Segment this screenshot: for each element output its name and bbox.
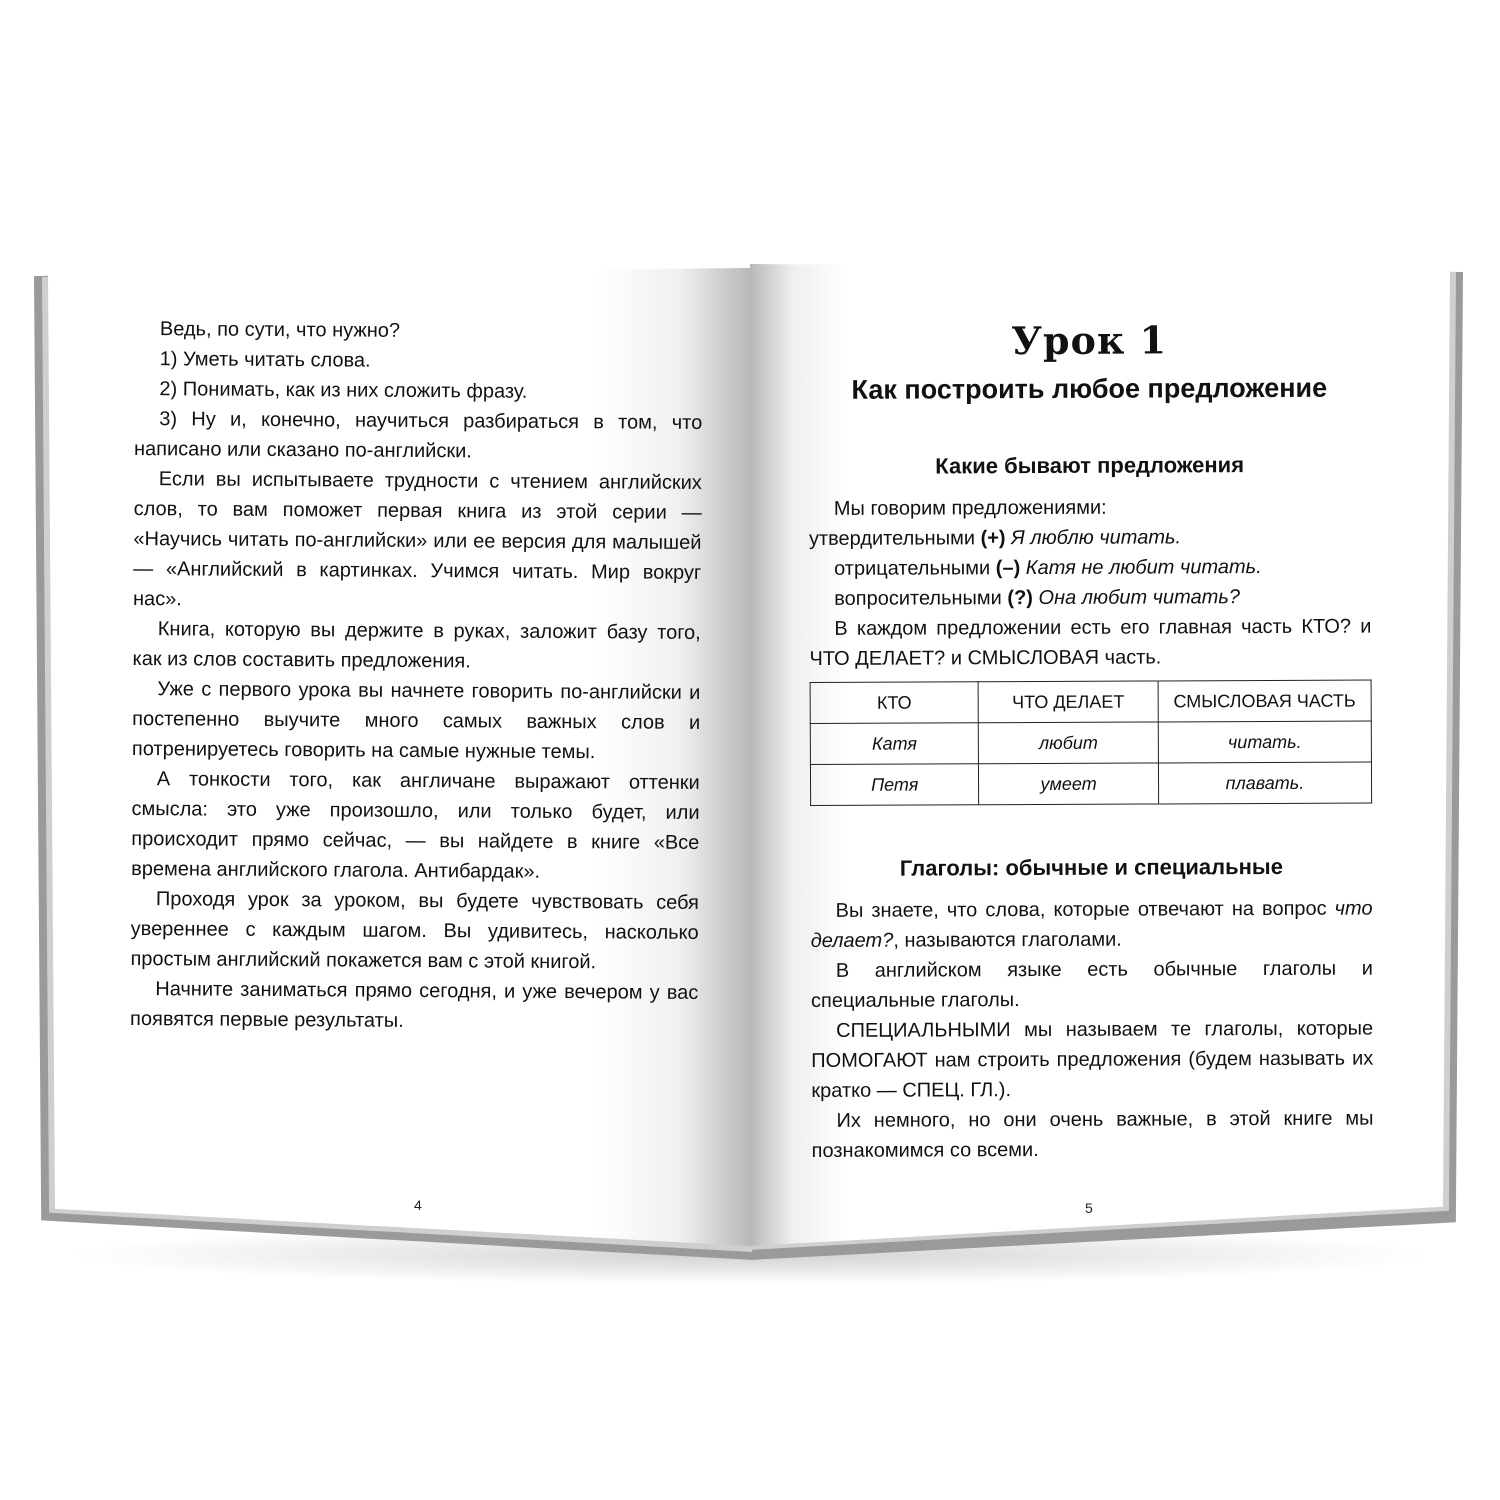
sentence-type-negative: [809, 552, 1371, 584]
type-example: Я люблю читать.: [1011, 526, 1182, 550]
paragraph: Проходя урок за уроком, вы будете чувствовать себя увереннее с каждым шагом. Вы удивитесь, насколько простым английский покажется вам с этой книгой.: [130, 888, 699, 974]
right-page-content: [808, 316, 1374, 1166]
paragraph: Их немного, но они очень важные, в этой книге мы познакомимся со всеми.: [811, 1107, 1374, 1162]
type-label: вопросительными: [834, 587, 1002, 610]
table-cell: умеет: [979, 763, 1159, 805]
page-number-right: 5: [1085, 1200, 1093, 1216]
table-header: СМЫСЛОВАЯ ЧАСТЬ: [1158, 680, 1371, 722]
type-label: отрицательными: [834, 557, 991, 580]
type-mark: (+): [980, 527, 1006, 550]
paragraph: Если вы испытываете трудности с чтением английских слов, то вам поможет первая книга из этой серии — «Научись читать по-английски» или ее версия для малышей — «Английский в картинках. Учимся читать. Мир вокруг нас».: [132, 468, 702, 611]
sentence-types-intro: Мы говорим предложениями:: [833, 496, 1107, 520]
table-cell: Катя: [810, 723, 978, 765]
lesson-subtitle: Как построить любое предложение: [851, 372, 1328, 405]
sentence-parts-table: [810, 680, 1373, 806]
page-number-left: 4: [414, 1197, 422, 1213]
type-example: Она любит читать?: [1038, 586, 1241, 609]
section-title-verbs: Глаголы: обычные и специальные: [899, 853, 1283, 881]
paragraph: Ведь, по сути, что нужно?: [159, 318, 401, 342]
table-cell: читать.: [1158, 721, 1371, 763]
table-header: ЧТО ДЕЛАЕТ: [978, 681, 1158, 723]
lesson-title: Урок 1: [1011, 317, 1168, 364]
paragraph: Книга, которую вы держите в руках, заложит базу того, как из слов составить предложения.: [132, 618, 701, 673]
type-mark: (?): [1007, 587, 1033, 610]
sentence-type-affirmative: [809, 522, 1371, 554]
type-mark: (–): [995, 557, 1021, 580]
paragraph: Начните заниматься прямо сегодня, и уже вечером у вас появятся первые результаты.: [130, 978, 699, 1032]
sentence-type-question: [809, 582, 1371, 614]
section-title-sentences: Какие бывают предложения: [935, 452, 1245, 479]
table-row: [810, 721, 1371, 764]
table-header: КТО: [810, 682, 978, 724]
table-cell: любит: [979, 722, 1159, 764]
type-example: Катя не любит читать.: [1025, 556, 1262, 580]
left-page-content: [130, 314, 703, 1038]
list-item: 3) Ну и, конечно, научиться разбираться в том, что написано или сказано по-английски.: [133, 408, 703, 463]
text-run: , называются глаголами.: [893, 928, 1122, 952]
paragraph: СПЕЦИАЛЬНЫМИ мы называем те глаголы, которые ПОМОГАЮТ нам строить предложения (будем называть их кратко — СПЕЦ. ГЛ.).: [811, 1017, 1374, 1102]
table-cell: плавать.: [1158, 762, 1371, 804]
type-label: утвердительными: [808, 527, 976, 550]
table-row: [810, 762, 1371, 805]
list-item: 2) Понимать, как из них сложить фразу.: [159, 378, 528, 403]
text-run: Вы знаете, что слова, которые отвечают на вопрос: [835, 897, 1335, 922]
table-header-row: [810, 680, 1371, 723]
list-item: 1) Уметь читать слова.: [159, 348, 371, 372]
paragraph: В английском языке есть обычные глаголы и специальные глаголы.: [810, 957, 1373, 1012]
sentence-parts-text: В каждом предложении есть его главная часть КТО? и ЧТО ДЕЛАЕТ? и СМЫСЛОВАЯ часть.: [809, 615, 1372, 670]
table-cell: Петя: [810, 764, 978, 806]
paragraph: А тонкости того, как англичане выражают оттенки смысла: это уже произошло, или только будет, или происходит прямо сейчас, — вы найдете в книге «Все времена английского глагола. Антибардак».: [131, 768, 700, 883]
paragraph: Уже с первого урока вы начнете говорить по-английски и постепенно выучите много самых важных слов и потренируетесь говорить на самые нужные темы.: [131, 678, 701, 764]
italic-term: что делает?: [810, 897, 1373, 952]
paragraph: [811, 894, 1373, 956]
